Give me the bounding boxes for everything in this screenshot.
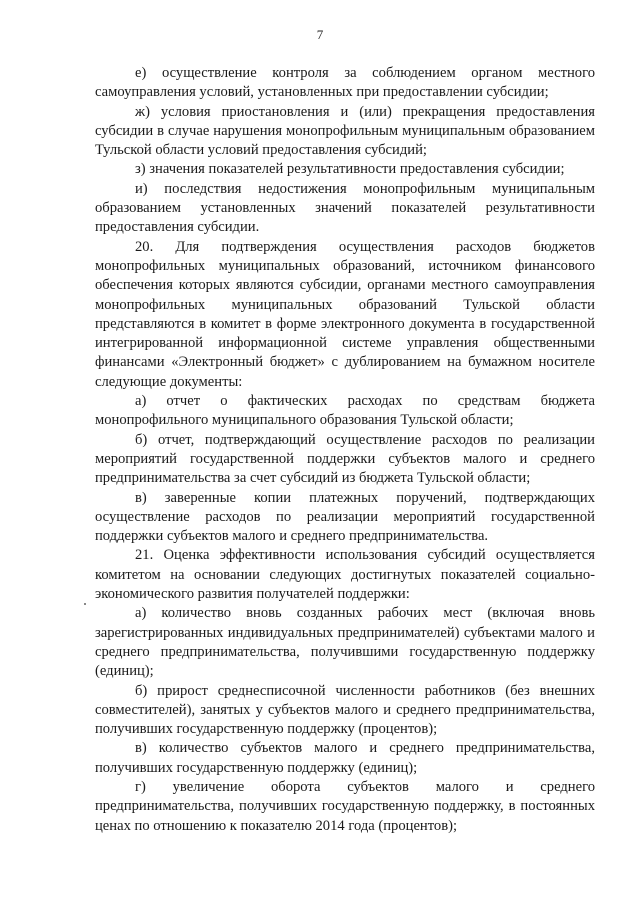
paragraph-21-evaluation: 21. Оценка эффективности использования субсидий осуществляется комитетом на основании следующих достигнутых показателей социально-экономического развития получателей поддержки:	[95, 547, 595, 603]
paragraph-e-control: е) осуществление контроля за соблюдением органом местного самоуправления условий, установленных при предоставлении субсидии;	[95, 65, 595, 101]
paragraph-21g-turnover: г) увеличение оборота субъектов малого и среднего предпринимательства, получивших государственную поддержку, в постоянных ценах по отношению к показателю 2014 года (процентов);	[95, 778, 595, 834]
paragraph-z-indicators: з) значения показателей результативности предоставления субсидии;	[135, 161, 565, 178]
paragraph-20v-copies: в) заверенные копии платежных поручений, подтверждающих осуществление расходов по реализации мероприятий государственной поддержки субъектов малого и среднего предпринимательства.	[95, 489, 595, 545]
paragraph-21v-count: в) количество субъектов малого и среднего предпринимательства, получивших государственную поддержку (единиц);	[95, 740, 595, 776]
paragraph-20b-report: б) отчет, подтверждающий осуществление расходов по реализации мероприятий государственной поддержки субъектов малого и среднего предпринимательства за счет субсидий из бюджета Тульской области;	[95, 431, 595, 487]
paragraph-21a-jobs: а) количество вновь созданных рабочих мест (включая вновь зарегистрированных индивидуальных предпринимателей) субъектами малого и среднего предпринимательства, получившими государственную поддержку (единиц);	[95, 605, 595, 680]
paragraph-21b-growth: б) прирост среднесписочной численности работников (без внешних совместителей), занятых у субъектов малого и среднего предпринимательства, получивших государственную поддержку (процентов);	[95, 682, 595, 738]
paragraph-i-consequences: и) последствия недостижения монопрофильным муниципальным образованием установленных значений показателей результативности предоставления субсидии.	[95, 180, 595, 236]
paragraph-20-documents: 20. Для подтверждения осуществления расходов бюджетов монопрофильных муниципальных образований, источником финансового обеспечения которых являются субсидии, органами местного самоуправления монопрофильных муниципальных образований Тульской области представляются в комитет в форме электронного документа в государственной интегрированной информационной системе управления общественными финансами «Электронный бюджет» с дублированием на бумажном носителе следующие документы:	[95, 238, 595, 390]
margin-dot	[84, 603, 86, 605]
paragraph-20a-report: а) отчет о фактических расходах по средствам бюджета монопрофильного муниципального образования Тульской области;	[95, 393, 595, 429]
document-body	[95, 64, 595, 836]
page-number: 7	[316, 27, 324, 42]
paragraph-zh-suspension: ж) условия приостановления и (или) прекращения предоставления субсидии в случае нарушения монопрофильным муниципальным образованием Тульской области условий предоставления субсидий;	[95, 103, 595, 159]
